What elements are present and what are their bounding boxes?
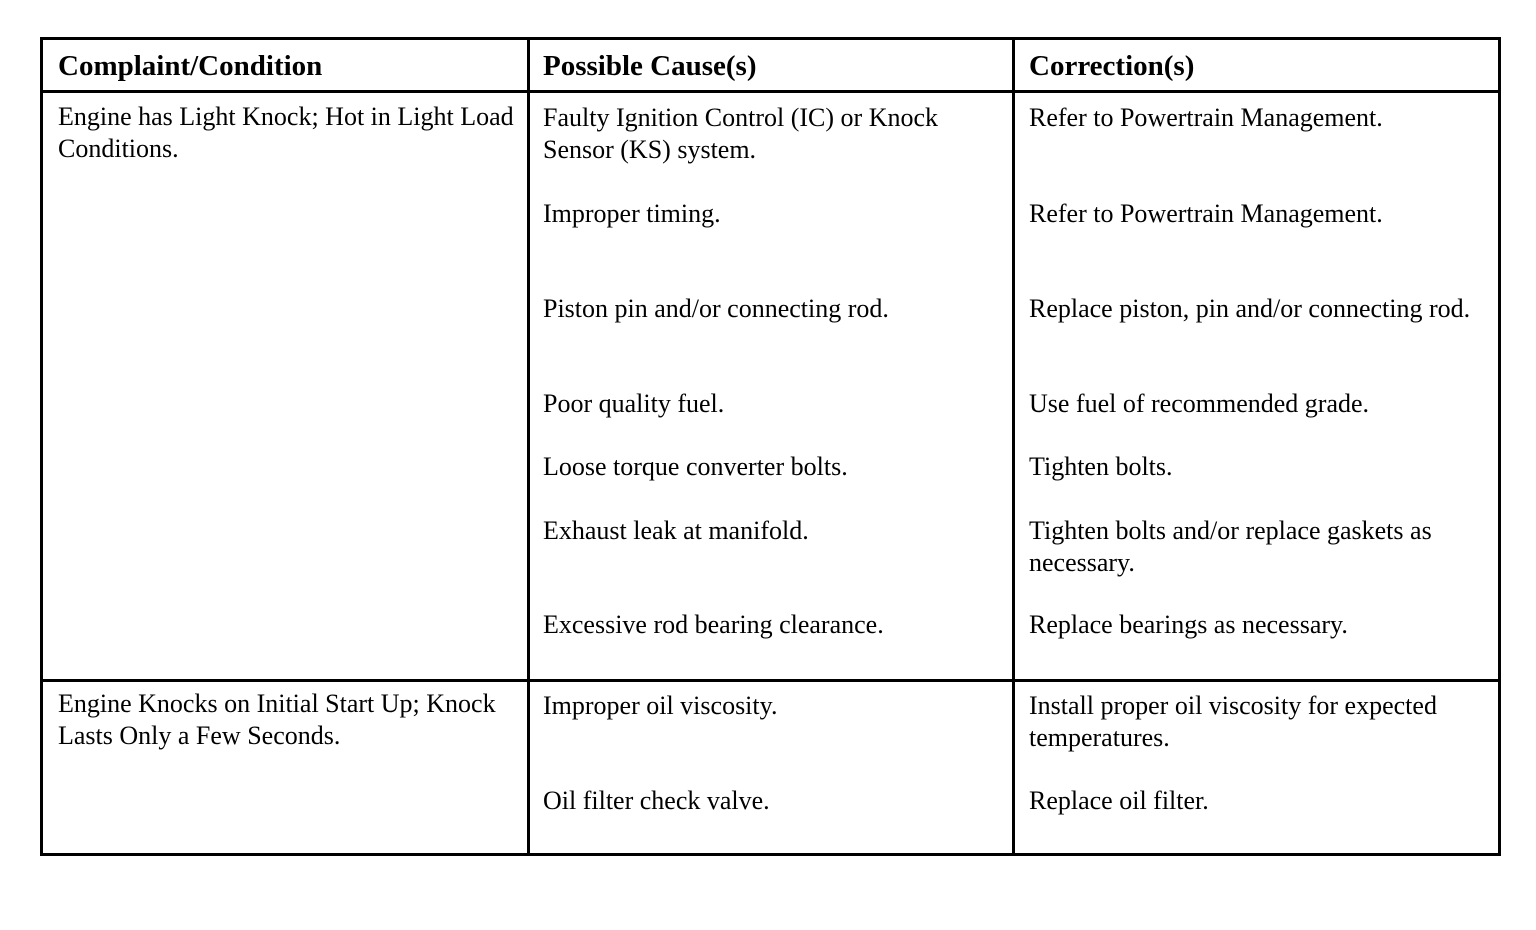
correction-cell: Replace bearings as necessary. (1029, 610, 1348, 639)
cause-cell: Improper oil viscosity. (543, 691, 778, 720)
correction-cell: Refer to Powertrain Management. (1029, 103, 1383, 132)
header-corrections: Correction(s) (1029, 50, 1195, 82)
condition-cell: Engine Knocks on Initial Start Up; Knock Lasts Only a Few Seconds. (58, 689, 496, 750)
cause-cell: Piston pin and/or connecting rod. (543, 294, 889, 323)
correction-cell: Replace piston, pin and/or connecting rod. (1029, 294, 1471, 323)
header-possible-causes: Possible Cause(s) (543, 50, 757, 82)
header-divider (43, 90, 1498, 93)
header-complaint-condition: Complaint/Condition (58, 50, 323, 82)
cause-cell: Exhaust leak at manifold. (543, 516, 809, 545)
cause-cell: Poor quality fuel. (543, 389, 725, 418)
correction-cell: Replace oil filter. (1029, 786, 1209, 815)
cause-cell: Faulty Ignition Control (IC) or Knock Sensor (KS) system. (543, 103, 939, 164)
column-divider (1012, 40, 1015, 853)
column-divider (527, 40, 530, 853)
correction-cell: Use fuel of recommended grade. (1029, 389, 1370, 418)
condition-cell: Engine has Light Knock; Hot in Light Load Conditions. (58, 102, 514, 163)
row-group-divider (43, 679, 1498, 682)
cause-cell: Loose torque converter bolts. (543, 452, 848, 481)
correction-cell: Refer to Powertrain Management. (1029, 199, 1383, 228)
cause-cell: Oil filter check valve. (543, 786, 770, 815)
troubleshooting-table (40, 37, 1501, 856)
cause-cell: Improper timing. (543, 199, 721, 228)
correction-cell: Install proper oil viscosity for expected temperatures. (1029, 691, 1437, 752)
correction-cell: Tighten bolts. (1029, 452, 1173, 481)
cause-cell: Excessive rod bearing clearance. (543, 610, 884, 639)
correction-cell: Tighten bolts and/or replace gaskets as necessary. (1029, 516, 1432, 577)
